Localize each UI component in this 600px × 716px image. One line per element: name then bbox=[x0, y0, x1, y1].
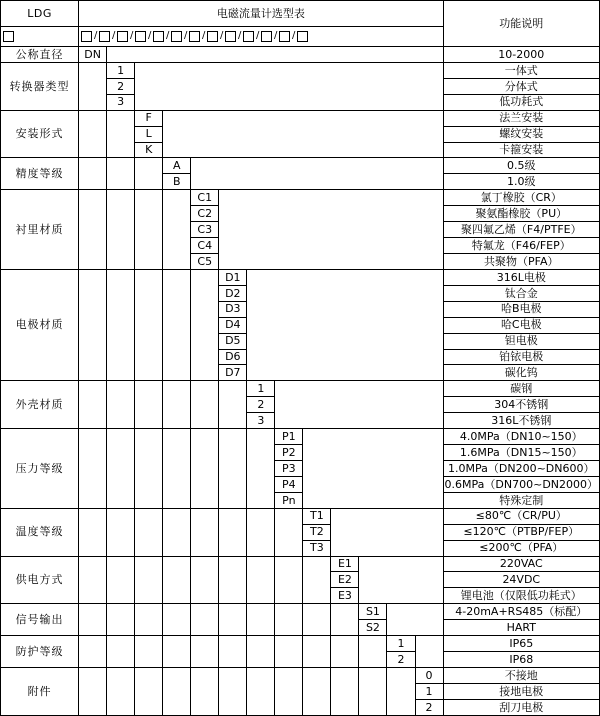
blank-cell bbox=[247, 604, 275, 636]
code-cell[interactable]: C5 bbox=[191, 253, 219, 269]
separator-slash: / bbox=[165, 30, 170, 42]
description-cell: 不接地 bbox=[443, 667, 599, 683]
code-cell[interactable]: 2 bbox=[107, 78, 135, 94]
blank-cell bbox=[275, 667, 303, 715]
selection-box[interactable] bbox=[153, 31, 164, 42]
blank-cell bbox=[163, 604, 191, 636]
selection-box[interactable] bbox=[135, 31, 146, 42]
blank-cell bbox=[79, 158, 107, 190]
row-label-3: 精度等级 bbox=[1, 158, 79, 190]
table-body bbox=[1, 1, 600, 716]
selection-box[interactable] bbox=[3, 31, 14, 42]
separator-slash: / bbox=[93, 30, 98, 42]
blank-cell bbox=[135, 190, 163, 270]
code-cell[interactable]: C2 bbox=[191, 206, 219, 222]
code-cell[interactable]: E3 bbox=[331, 588, 359, 604]
blank-cell bbox=[107, 110, 135, 158]
code-cell[interactable]: D4 bbox=[219, 317, 247, 333]
table-row bbox=[1, 190, 600, 206]
blank-cell bbox=[163, 667, 191, 715]
separator-slash: / bbox=[237, 30, 242, 42]
blank-cell bbox=[135, 158, 163, 190]
blank-cell bbox=[191, 508, 219, 556]
description-cell: 聚氨酯橡胶（PU） bbox=[443, 206, 599, 222]
blank-cell bbox=[387, 604, 443, 636]
blank-cell bbox=[331, 508, 443, 556]
description-cell: 聚四氟乙烯（F4/PTFE） bbox=[443, 222, 599, 238]
description-cell: 1.6MPa（DN15~150） bbox=[443, 445, 599, 461]
code-cell[interactable]: 1 bbox=[107, 62, 135, 78]
separator-slash: / bbox=[183, 30, 188, 42]
selection-boxes-cell bbox=[79, 27, 443, 47]
blank-cell bbox=[163, 429, 191, 509]
description-cell: 316L不锈钢 bbox=[443, 413, 599, 429]
selection-box[interactable] bbox=[225, 31, 236, 42]
code-cell[interactable]: T3 bbox=[303, 540, 331, 556]
row-label-7: 压力等级 bbox=[1, 429, 79, 509]
description-cell: 低功耗式 bbox=[443, 94, 599, 110]
function-header: 功能说明 bbox=[443, 1, 599, 47]
code-cell[interactable]: 1 bbox=[415, 683, 443, 699]
code-cell[interactable]: C4 bbox=[191, 238, 219, 254]
code-cell[interactable]: E1 bbox=[331, 556, 359, 572]
blank-cell bbox=[219, 636, 247, 668]
blank-cell bbox=[163, 556, 191, 604]
description-cell: ≤80℃（CR/PU） bbox=[443, 508, 599, 524]
code-cell[interactable]: D3 bbox=[219, 301, 247, 317]
code-cell[interactable]: 2 bbox=[415, 699, 443, 715]
code-cell[interactable]: 3 bbox=[107, 94, 135, 110]
code-cell[interactable]: P1 bbox=[275, 429, 303, 445]
code-cell[interactable]: D1 bbox=[219, 269, 247, 285]
prefix-box-cell bbox=[1, 27, 79, 47]
description-cell: 共聚物（PFA） bbox=[443, 253, 599, 269]
code-cell[interactable]: K bbox=[135, 142, 163, 158]
table-row bbox=[1, 429, 600, 445]
blank-cell bbox=[163, 636, 191, 668]
blank-cell bbox=[79, 604, 107, 636]
blank-cell bbox=[135, 636, 163, 668]
blank-cell bbox=[163, 269, 191, 380]
description-cell: 碳钢 bbox=[443, 381, 599, 397]
separator-slash: / bbox=[273, 30, 278, 42]
code-cell[interactable]: B bbox=[163, 174, 191, 190]
blank-cell bbox=[191, 636, 219, 668]
blank-cell bbox=[415, 636, 443, 668]
description-cell: 分体式 bbox=[443, 78, 599, 94]
description-cell: 0.5级 bbox=[443, 158, 599, 174]
blank-cell bbox=[79, 667, 107, 715]
description-cell: ≤200℃（PFA） bbox=[443, 540, 599, 556]
blank-cell bbox=[303, 636, 331, 668]
description-cell: HART bbox=[443, 620, 599, 636]
blank-cell bbox=[303, 604, 331, 636]
row-label-8: 温度等级 bbox=[1, 508, 79, 556]
blank-cell bbox=[247, 556, 275, 604]
code-cell[interactable]: 1 bbox=[247, 381, 275, 397]
blank-cell bbox=[191, 556, 219, 604]
blank-cell bbox=[219, 667, 247, 715]
blank-cell bbox=[387, 667, 415, 715]
row-label-6: 外壳材质 bbox=[1, 381, 79, 429]
row-label-9: 供电方式 bbox=[1, 556, 79, 604]
code-cell[interactable]: E2 bbox=[331, 572, 359, 588]
code-cell[interactable]: Pn bbox=[275, 492, 303, 508]
selection-box[interactable] bbox=[279, 31, 290, 42]
description-cell: 4-20mA+RS485（标配） bbox=[443, 604, 599, 620]
blank-cell bbox=[191, 429, 219, 509]
row-label-11: 防护等级 bbox=[1, 636, 79, 668]
blank-cell bbox=[79, 429, 107, 509]
blank-cell bbox=[219, 604, 247, 636]
blank-cell bbox=[303, 667, 331, 715]
blank-cell bbox=[191, 269, 219, 380]
code-cell[interactable]: 3 bbox=[247, 413, 275, 429]
table-row bbox=[1, 62, 600, 78]
blank-cell bbox=[303, 429, 443, 509]
description-cell: 1.0级 bbox=[443, 174, 599, 190]
blank-cell bbox=[163, 381, 191, 429]
blank-cell bbox=[331, 636, 359, 668]
table-row bbox=[1, 604, 600, 620]
description-cell: 特氟龙（F46/FEP） bbox=[443, 238, 599, 254]
blank-cell bbox=[107, 269, 135, 380]
blank-cell bbox=[163, 110, 443, 158]
blank-cell bbox=[247, 429, 275, 509]
description-cell: 1.0MPa（DN200~DN600） bbox=[443, 460, 599, 476]
blank-cell bbox=[275, 636, 303, 668]
separator-slash: / bbox=[129, 30, 134, 42]
selection-box[interactable] bbox=[81, 31, 92, 42]
code-cell[interactable]: D6 bbox=[219, 349, 247, 365]
blank-cell bbox=[107, 381, 135, 429]
blank-cell bbox=[135, 556, 163, 604]
blank-cell bbox=[219, 429, 247, 509]
blank-cell bbox=[107, 190, 135, 270]
description-cell: 氯丁橡胶（CR） bbox=[443, 190, 599, 206]
table-row bbox=[1, 158, 600, 174]
blank-cell bbox=[331, 667, 359, 715]
description-cell: 304不锈钢 bbox=[443, 397, 599, 413]
separator-slash: / bbox=[201, 30, 206, 42]
selection-box[interactable] bbox=[297, 31, 308, 42]
code-cell[interactable]: DN bbox=[79, 47, 107, 63]
blank-cell bbox=[247, 508, 275, 556]
table-row bbox=[1, 556, 600, 572]
description-cell: 220VAC bbox=[443, 556, 599, 572]
blank-cell bbox=[303, 556, 331, 604]
blank-cell bbox=[135, 604, 163, 636]
blank-cell bbox=[135, 381, 163, 429]
table-row bbox=[1, 636, 600, 652]
row-label-12: 附件 bbox=[1, 667, 79, 715]
description-cell: 一体式 bbox=[443, 62, 599, 78]
blank-cell bbox=[331, 604, 359, 636]
blank-cell bbox=[79, 269, 107, 380]
blank-cell bbox=[79, 636, 107, 668]
code-cell[interactable]: D5 bbox=[219, 333, 247, 349]
description-cell: 铂铱电极 bbox=[443, 349, 599, 365]
separator-slash: / bbox=[147, 30, 152, 42]
blank-cell bbox=[191, 158, 443, 190]
blank-cell bbox=[191, 667, 219, 715]
blank-cell bbox=[79, 62, 107, 110]
description-cell: 接地电极 bbox=[443, 683, 599, 699]
description-cell: ≤120℃（PTBP/FEP） bbox=[443, 524, 599, 540]
code-cell[interactable]: T2 bbox=[303, 524, 331, 540]
blank-cell bbox=[135, 62, 443, 110]
blank-cell bbox=[219, 381, 247, 429]
table-row bbox=[1, 47, 600, 63]
blank-cell bbox=[79, 190, 107, 270]
description-cell: 钛合金 bbox=[443, 285, 599, 301]
description-cell: 24VDC bbox=[443, 572, 599, 588]
blank-cell bbox=[191, 381, 219, 429]
separator-slash: / bbox=[111, 30, 116, 42]
separator-slash: / bbox=[219, 30, 224, 42]
selection-box[interactable] bbox=[261, 31, 272, 42]
description-cell: IP65 bbox=[443, 636, 599, 652]
blank-cell bbox=[275, 381, 443, 429]
blank-cell bbox=[79, 508, 107, 556]
code-cell[interactable]: S2 bbox=[359, 620, 387, 636]
blank-cell bbox=[79, 110, 107, 158]
row-label-2: 安装形式 bbox=[1, 110, 79, 158]
blank-cell bbox=[79, 556, 107, 604]
code-cell[interactable]: L bbox=[135, 126, 163, 142]
table-row bbox=[1, 269, 600, 285]
blank-cell bbox=[163, 190, 191, 270]
table-row bbox=[1, 110, 600, 126]
blank-cell bbox=[107, 667, 135, 715]
description-cell: 碳化钨 bbox=[443, 365, 599, 381]
code-cell[interactable]: C3 bbox=[191, 222, 219, 238]
table-title: 电磁流量计选型表 bbox=[79, 1, 443, 27]
blank-cell bbox=[107, 556, 135, 604]
description-cell: 0.6MPa（DN700~DN2000） bbox=[444, 477, 599, 491]
header-row bbox=[1, 1, 600, 27]
description-cell: IP68 bbox=[443, 652, 599, 668]
row-label-4: 衬里材质 bbox=[1, 190, 79, 270]
selection-box[interactable] bbox=[243, 31, 254, 42]
code-cell[interactable]: 1 bbox=[387, 636, 415, 652]
blank-cell bbox=[107, 158, 135, 190]
description-cell: 刮刀电极 bbox=[443, 699, 599, 715]
description-cell: 钽电极 bbox=[443, 333, 599, 349]
blank-cell bbox=[135, 429, 163, 509]
description-cell: 法兰安装 bbox=[443, 110, 599, 126]
selection-box[interactable] bbox=[99, 31, 110, 42]
blank-cell bbox=[135, 269, 163, 380]
code-cell[interactable]: 0 bbox=[415, 667, 443, 683]
code-cell[interactable]: S1 bbox=[359, 604, 387, 620]
description-cell: 特殊定制 bbox=[443, 492, 599, 508]
separator-slash: / bbox=[291, 30, 296, 42]
row-label-5: 电极材质 bbox=[1, 269, 79, 380]
blank-cell bbox=[79, 381, 107, 429]
row-label-0: 公称直径 bbox=[1, 47, 79, 63]
table-row bbox=[1, 381, 600, 397]
description-cell: 锂电池（仅限低功耗式） bbox=[443, 588, 599, 604]
blank-cell bbox=[107, 636, 135, 668]
blank-cell bbox=[359, 556, 443, 604]
description-cell: 卡箍安装 bbox=[443, 142, 599, 158]
code-cell[interactable]: 2 bbox=[247, 397, 275, 413]
code-cell[interactable]: C1 bbox=[191, 190, 219, 206]
description-cell: 4.0MPa（DN10~150） bbox=[443, 429, 599, 445]
blank-cell bbox=[219, 556, 247, 604]
blank-cell bbox=[107, 508, 135, 556]
selection-box[interactable] bbox=[189, 31, 200, 42]
selection-box[interactable] bbox=[207, 31, 218, 42]
code-cell[interactable]: A bbox=[163, 158, 191, 174]
code-cell[interactable]: P4 bbox=[275, 476, 303, 492]
blank-cell bbox=[219, 190, 443, 270]
code-cell[interactable]: F bbox=[135, 110, 163, 126]
blank-cell bbox=[247, 636, 275, 668]
blank-cell bbox=[247, 269, 443, 380]
blank-cell bbox=[163, 508, 191, 556]
blank-cell bbox=[359, 636, 387, 668]
blank-cell bbox=[219, 508, 247, 556]
description-cell: 螺纹安装 bbox=[443, 126, 599, 142]
code-cell[interactable]: T1 bbox=[303, 508, 331, 524]
code-cell[interactable]: P3 bbox=[275, 460, 303, 476]
blank-cell bbox=[107, 604, 135, 636]
description-cell: 10-2000 bbox=[443, 47, 599, 63]
blank-cell bbox=[247, 667, 275, 715]
model-prefix-cell: LDG bbox=[1, 1, 79, 27]
selection-box[interactable] bbox=[171, 31, 182, 42]
separator-slash: / bbox=[255, 30, 260, 42]
blank-cell bbox=[135, 667, 163, 715]
description-cell: 316L电极 bbox=[443, 269, 599, 285]
selection-box[interactable] bbox=[117, 31, 128, 42]
description-cell: 哈B电极 bbox=[443, 301, 599, 317]
row-label-1: 转换器类型 bbox=[1, 62, 79, 110]
description-cell: 哈C电极 bbox=[443, 317, 599, 333]
blank-cell bbox=[135, 508, 163, 556]
row-label-10: 信号输出 bbox=[1, 604, 79, 636]
code-cell[interactable]: P2 bbox=[275, 445, 303, 461]
blank-cell bbox=[275, 604, 303, 636]
code-cell[interactable]: D7 bbox=[219, 365, 247, 381]
blank-cell bbox=[107, 47, 443, 63]
table-row bbox=[1, 508, 600, 524]
blank-cell bbox=[107, 429, 135, 509]
blank-cell bbox=[275, 556, 303, 604]
blank-cell bbox=[275, 508, 303, 556]
code-cell[interactable]: D2 bbox=[219, 285, 247, 301]
code-cell[interactable]: 2 bbox=[387, 652, 415, 668]
blank-cell bbox=[191, 604, 219, 636]
table-row bbox=[1, 667, 600, 683]
blank-cell bbox=[359, 667, 387, 715]
